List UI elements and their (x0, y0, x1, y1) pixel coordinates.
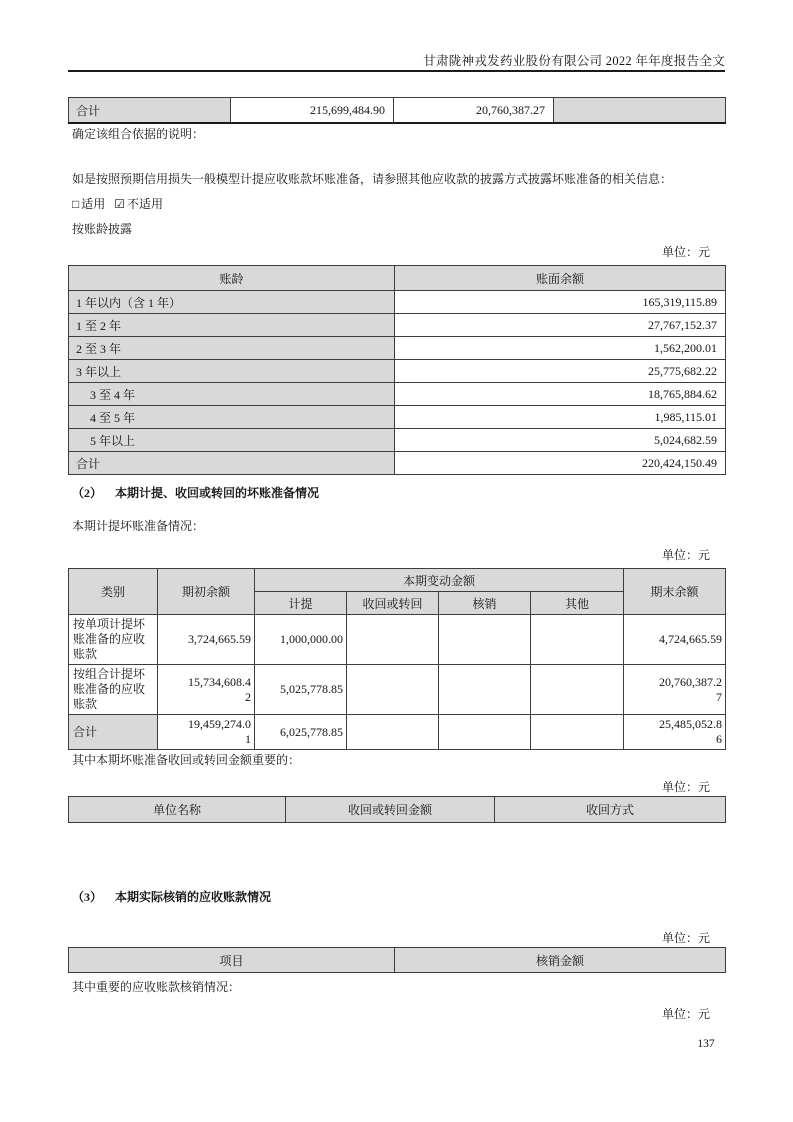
amount-cell: 20,760,387.27 (394, 98, 554, 124)
amount-cell: 3,724,665.59 (158, 615, 255, 665)
amount-cell: 4,724,665.59 (624, 615, 726, 665)
column-header-recovered-amount: 收回或转回金额 (286, 797, 495, 823)
amount-cell: 215,699,484.90 (231, 98, 394, 124)
summary-total-table (68, 97, 726, 124)
row-label-cell: 合计 (69, 98, 231, 124)
amount-cell: 15,734,608.42 (158, 665, 255, 715)
amount-cell: 5,024,682.59 (395, 429, 726, 452)
amount-cell: 5,025,778.85 (255, 665, 347, 715)
section-2-number: （2） (72, 486, 103, 500)
checkbox-unchecked-icon: □ (72, 197, 80, 211)
section-3-number: （3） (72, 890, 103, 904)
table-row (69, 383, 726, 406)
table-row (69, 665, 726, 715)
table-row (69, 715, 726, 750)
amount-cell: 25,485,052.86 (624, 715, 726, 750)
column-header-recover: 收回或转回 (347, 592, 439, 615)
table-row (69, 314, 726, 337)
row-label-cell: 合计 (69, 715, 158, 750)
section-2-title: 本期计提、收回或转回的坏账准备情况 (115, 486, 320, 500)
amount-cell: 20,760,387.27 (624, 665, 726, 715)
amount-cell (347, 665, 439, 715)
amount-cell: 6,025,778.85 (255, 715, 347, 750)
table-row (69, 360, 726, 383)
row-label-cell: 5 年以上 (69, 429, 395, 452)
applicable-label: 适用 (81, 197, 106, 211)
note-writeoff-important: 其中重要的应收账款核销情况： (72, 980, 241, 994)
unit-label: 单位：元 (661, 548, 710, 562)
section-2-heading (72, 486, 319, 501)
checkbox-checked-icon: ☑ (114, 197, 126, 211)
row-label-cell: 2 至 3 年 (69, 337, 395, 360)
amount-cell: 1,000,000.00 (255, 615, 347, 665)
aging-table (68, 265, 726, 475)
amount-cell (531, 615, 624, 665)
column-header-change-group: 本期变动金额 (255, 569, 624, 592)
amount-cell (439, 715, 531, 750)
unit-label: 单位：元 (661, 931, 710, 945)
note-aging-disclosure: 按账龄披露 (72, 222, 133, 236)
amount-cell (439, 615, 531, 665)
not-applicable-label: 不适用 (127, 197, 164, 211)
amount-cell (439, 665, 531, 715)
amount-cell: 27,767,152.37 (395, 314, 726, 337)
section-3-title: 本期实际核销的应收账款情况 (115, 890, 272, 904)
applicability-line (72, 197, 163, 212)
row-label-cell: 3 年以上 (69, 360, 395, 383)
table-header-row (69, 266, 726, 291)
amount-cell (531, 665, 624, 715)
row-label-cell: 4 至 5 年 (69, 406, 395, 429)
table-row (69, 615, 726, 665)
unit-label: 单位：元 (661, 245, 710, 259)
table-row (69, 98, 726, 124)
header-rule (68, 70, 725, 72)
column-header-category: 类别 (69, 569, 158, 615)
provision-changes-table (68, 568, 726, 750)
amount-cell (347, 615, 439, 665)
row-label-cell: 按组合计提坏账准备的应收账款 (69, 665, 158, 715)
amount-cell (531, 715, 624, 750)
table-row (69, 337, 726, 360)
table-header-row (69, 797, 726, 823)
table-row (69, 291, 726, 314)
unit-label: 单位：元 (661, 1007, 710, 1021)
column-header-closing: 期末余额 (624, 569, 726, 615)
note-recovery: 其中本期坏账准备收回或转回金额重要的： (72, 753, 301, 767)
amount-cell: 1,562,200.01 (395, 337, 726, 360)
page-number: 137 (697, 1038, 715, 1050)
table-row (69, 429, 726, 452)
report-title: 甘肃陇神戎发药业股份有限公司 2022 年年度报告全文 (423, 54, 725, 68)
table-header-row (69, 948, 726, 973)
amount-cell: 25,775,682.22 (395, 360, 726, 383)
empty-cell (554, 98, 726, 124)
section-3-heading (72, 890, 271, 905)
column-header-balance: 账面余额 (395, 266, 726, 291)
column-header-entity: 单位名称 (69, 797, 286, 823)
amount-cell (347, 715, 439, 750)
unit-label: 单位：元 (661, 780, 710, 794)
column-header-item: 项目 (69, 948, 395, 973)
amount-cell: 220,424,150.49 (395, 452, 726, 475)
row-label-cell: 3 至 4 年 (69, 383, 395, 406)
column-header-recovery-method: 收回方式 (495, 797, 726, 823)
amount-cell: 165,319,115.89 (395, 291, 726, 314)
table-header-row (69, 569, 726, 592)
recovery-table (68, 796, 726, 823)
writeoff-table (68, 947, 726, 973)
amount-cell: 19,459,274.01 (158, 715, 255, 750)
row-label-cell: 合计 (69, 452, 395, 475)
column-header-writeoff-amount: 核销金额 (395, 948, 726, 973)
table-row (69, 452, 726, 475)
row-label-cell: 1 至 2 年 (69, 314, 395, 337)
note-basis: 确定该组合依据的说明： (72, 127, 205, 141)
column-header-aging: 账龄 (69, 266, 395, 291)
table-row (69, 406, 726, 429)
note-ecl: 如是按照预期信用损失一般模型计提应收账款坏账准备，请参照其他应收款的披露方式披露坏账准备的相关信息： (72, 172, 673, 186)
column-header-writeoff: 核销 (439, 592, 531, 615)
column-header-other: 其他 (531, 592, 624, 615)
column-header-accrue: 计提 (255, 592, 347, 615)
note-provision-intro: 本期计提坏账准备情况： (72, 519, 205, 533)
row-label-cell: 按单项计提坏账准备的应收账款 (69, 615, 158, 665)
row-label-cell: 1 年以内（含 1 年） (69, 291, 395, 314)
column-header-opening: 期初余额 (158, 569, 255, 615)
amount-cell: 1,985,115.01 (395, 406, 726, 429)
amount-cell: 18,765,884.62 (395, 383, 726, 406)
